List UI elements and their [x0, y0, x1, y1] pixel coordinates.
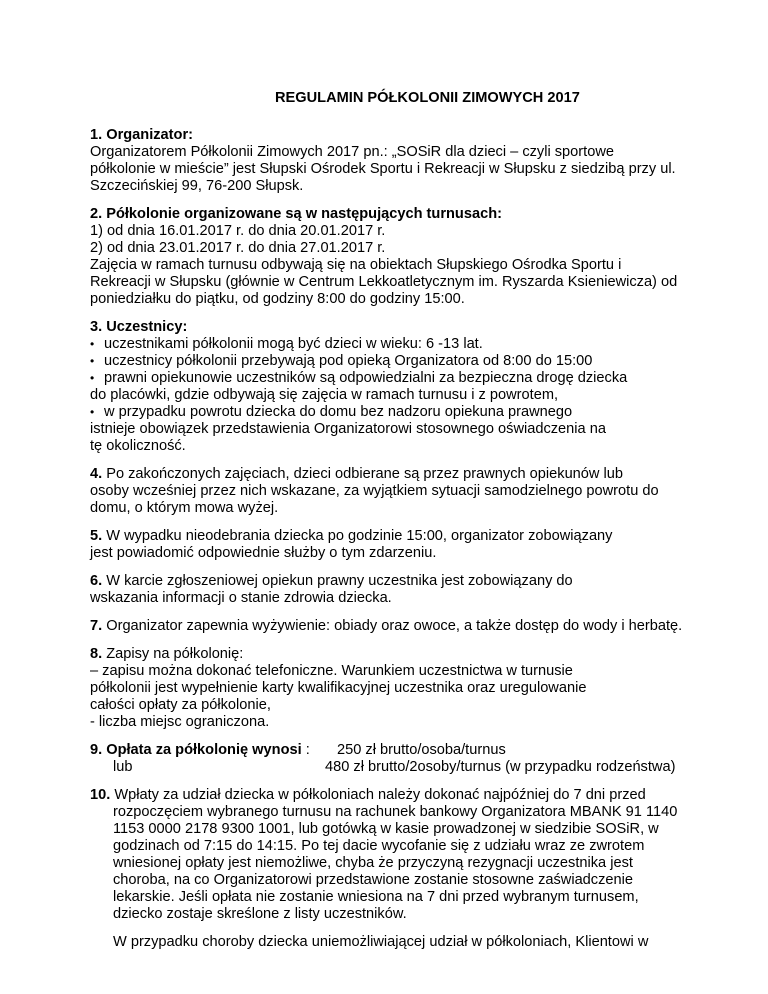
price-or: lub — [113, 759, 133, 775]
section-9-colon: : — [301, 742, 310, 758]
section-6-line: wskazania informacji o stanie zdrowia dziecka. — [90, 590, 392, 606]
turnus-item: 1) od dnia 16.01.2017 r. do dnia 20.01.2017 r. — [90, 223, 386, 239]
section-5-line: jest powiadomić odpowiednie służby o tym zdarzeniu. — [90, 545, 437, 561]
section-10-line: 1153 0000 2178 9300 1001, lub gotówką w kasie prowadzonej w siedzibie SOSiR, w — [113, 821, 659, 837]
section-4-line — [90, 466, 623, 483]
turnus-item: 2) od dnia 23.01.2017 r. do dnia 27.01.2017 r. — [90, 240, 386, 256]
section-1-line: Szczecińskiej 99, 76-200 Słupsk. — [90, 178, 304, 194]
section-4-line: osoby wcześniej przez nich wskazane, za wyjątkiem sytuacji samodzielnego powrotu do — [90, 483, 659, 499]
section-8-line — [90, 646, 243, 663]
section-9-heading: 9. Opłata za półkolonię wynosi — [90, 742, 302, 758]
section-10-line: rozpoczęciem wybranego turnusu na rachunek bankowy Organizatora MBANK 91 1140 — [113, 804, 678, 820]
bullet-text: prawni opiekunowie uczestników są odpowiedzialni za bezpieczna drogę dziecka — [104, 370, 628, 386]
bullet-item — [90, 353, 592, 370]
section-10-line: lekarskie. Jeśli opłata nie zostanie wniesiona na 7 dni przed wybranym turnusem, — [113, 889, 639, 905]
section-7-line — [90, 618, 682, 635]
section-3-line: tę okoliczność. — [90, 438, 186, 454]
section-10-line: dziecko zostaje skreślone z listy uczestników. — [113, 906, 407, 922]
section-8-line: całości opłaty za półkolonie, — [90, 697, 271, 713]
bullet-item — [90, 404, 572, 421]
bullet-text: uczestnikami półkolonii mogą być dzieci w wieku: 6 -13 lat. — [104, 336, 483, 352]
section-10-text: Wpłaty za udział dziecka w półkoloniach należy dokonać najpóźniej do 7 dni przed — [114, 787, 646, 803]
section-3-heading: 3. Uczestnicy: — [90, 319, 188, 335]
section-10-line: choroba, na co Organizatorowi przedstawione zostanie stosowne zaświadczenie — [113, 872, 633, 888]
section-8-line: półkolonii jest wypełnienie karty kwalifikacyjnej uczestnika oraz uregulowanie — [90, 680, 587, 696]
section-9-line — [90, 742, 310, 759]
section-10-line: wniesionej opłaty jest niemożliwe, chyba że przyczyną rezygnacji uczestnika jest — [113, 855, 633, 871]
bullet-text: uczestnicy półkolonii przebywają pod opieką Organizatora od 8:00 do 15:00 — [104, 353, 593, 369]
section-6-text: W karcie zgłoszeniowej opiekun prawny uczestnika jest zobowiązany do — [106, 573, 573, 589]
section-4-text: Po zakończonych zajęciach, dzieci odbierane są przez prawnych opiekunów lub — [106, 466, 623, 482]
section-10-number: 10. — [90, 787, 111, 803]
section-2-line: Zajęcia w ramach turnusu odbywają się na obiektach Słupskiego Ośrodka Sportu i — [90, 257, 622, 273]
section-2-line: poniedziałku do piątku, od godziny 8:00 do godziny 15:00. — [90, 291, 465, 307]
section-8-text: Zapisy na półkolonię: — [106, 646, 244, 662]
section-10-last-line: W przypadku choroby dziecka uniemożliwiającej udział w półkoloniach, Klientowi w — [113, 934, 649, 950]
section-2-heading: 2. Półkolonie organizowane są w następujących turnusach: — [90, 206, 502, 222]
bullet-text: w przypadku powrotu dziecka do domu bez nadzoru opiekuna prawnego — [104, 404, 573, 420]
section-1-heading: 1. Organizator: — [90, 127, 193, 143]
section-6-number: 6. — [90, 573, 103, 589]
section-4-line: domu, o którym mowa wyżej. — [90, 500, 279, 516]
section-1-line: półkolonie w mieście” jest Słupski Ośrodek Sportu i Rekreacji w Słupsku z siedzibą przy ul. — [90, 161, 676, 177]
section-7-text: Organizator zapewnia wyżywienie: obiady oraz owoce, a także dostęp do wody i herbatę. — [106, 618, 683, 634]
section-7-number: 7. — [90, 618, 103, 634]
section-2-line: Rekreacji w Słupsku (głównie w Centrum Lekkoatletycznym im. Ryszarda Ksieniewicza) od — [90, 274, 678, 290]
section-10-line: godzinach od 7:15 do 14:15. Po tej dacie wycofanie się z udziału wraz ze zwrotem — [113, 838, 645, 854]
section-8-number: 8. — [90, 646, 103, 662]
price-siblings: 480 zł brutto/2osoby/turnus (w przypadku rodzeństwa) — [325, 759, 676, 775]
price-single: 250 zł brutto/osoba/turnus — [337, 742, 506, 758]
bullet-item — [90, 370, 627, 387]
section-8-line: – zapisu można dokonać telefoniczne. Warunkiem uczestnictwa w turnusie — [90, 663, 573, 679]
section-3-line: do placówki, gdzie odbywają się zajęcia w ramach turnusu i z powrotem, — [90, 387, 559, 403]
section-8-line: - liczba miejsc ograniczona. — [90, 714, 270, 730]
section-6-line — [90, 573, 573, 590]
bullet-item — [90, 336, 483, 353]
section-1-line: Organizatorem Półkolonii Zimowych 2017 pn.: „SOSiR dla dzieci – czyli sportowe — [90, 144, 614, 160]
document-title: REGULAMIN PÓŁKOLONII ZIMOWYCH 2017 — [275, 90, 580, 106]
section-3-line: istnieje obowiązek przedstawienia Organizatorowi stosownego oświadczenia na — [90, 421, 606, 437]
section-5-number: 5. — [90, 528, 103, 544]
section-5-line — [90, 528, 612, 545]
section-5-text: W wypadku nieodebrania dziecka po godzinie 15:00, organizator zobowiązany — [106, 528, 613, 544]
section-4-number: 4. — [90, 466, 103, 482]
section-10-line — [90, 787, 646, 804]
